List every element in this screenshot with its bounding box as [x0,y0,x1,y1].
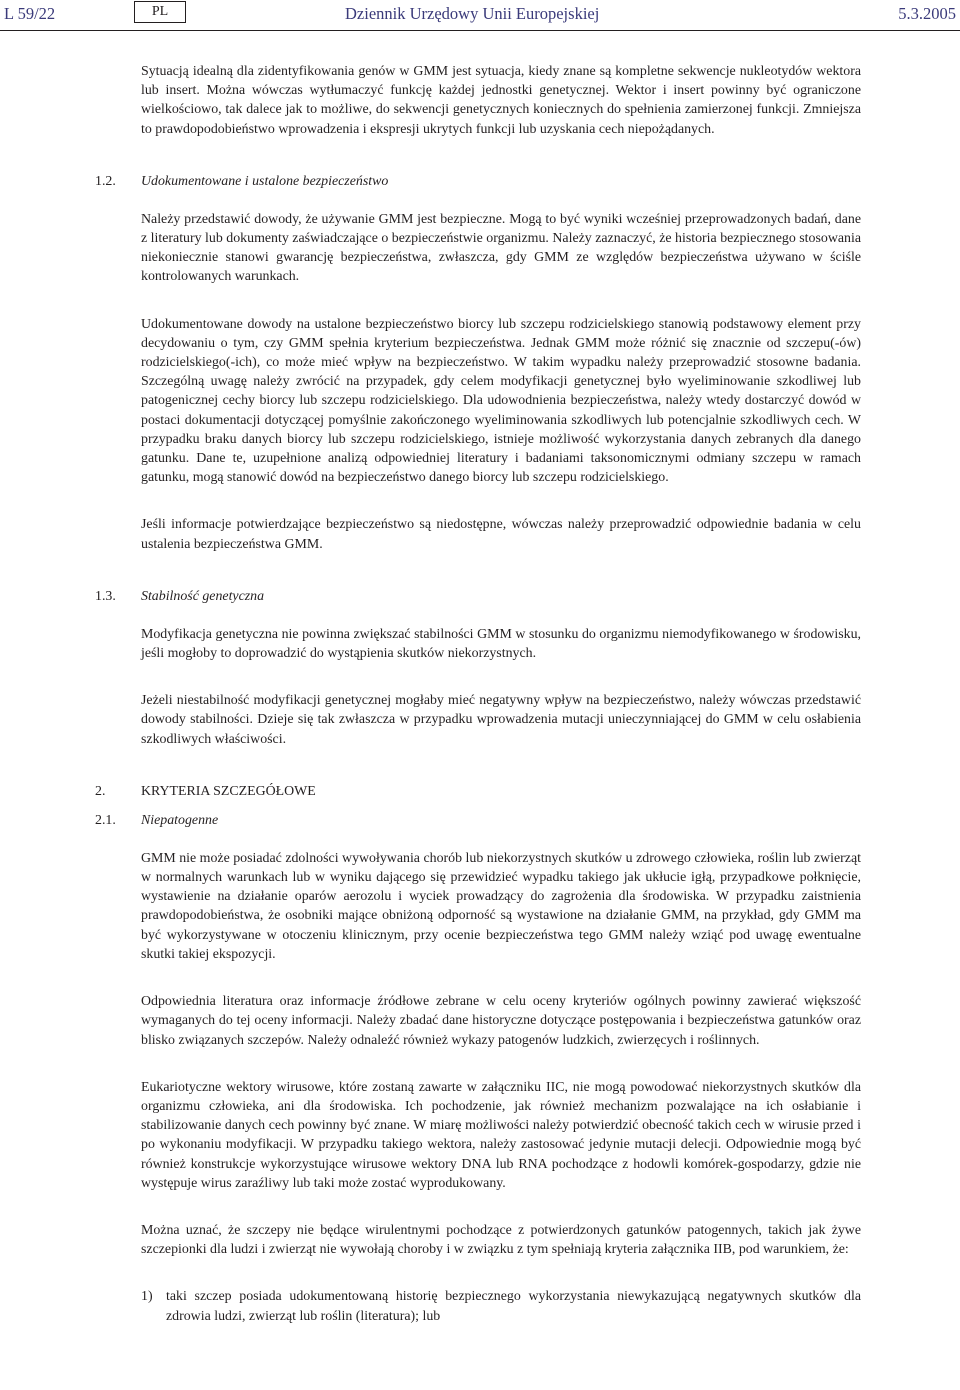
page-reference: L 59/22 [4,4,56,23]
section-number: 1.3. [95,588,116,604]
section-number: 1.2. [95,173,116,189]
language-badge: PL [134,1,186,23]
section-1-3-heading [0,587,960,606]
section-1-2-paragraph-2: Udokumentowane dowody na ustalone bezpieczeństwo biorcy lub szczepu rodzicielskiego stanowią podstawowy element przy decydowaniu o tym, czy GMM spełnia kryterium bezpieczeństwa. Jednak GMM może różnić się znacznie od szczepu(-ów) rodzicielskiego(-ich), co może mieć wpływ na bezpieczeństwo. W takim wypadku należy przeprowadzić stosowne badania. Szczególną uwagę należy zwrócić na przypadek, gdy celem modyfikacji genetycznej było wyeliminowanie szkodliwej lub patogenicznej cechy biorcy lub szczepu rodzicielskiego. Dla udowodnienia bezpieczeństwa, należy wtedy dostarczyć dowód w postaci dokumentacji dotyczącej pomyślnie zakończonego wyeliminowania szkodliwych lub potencjalnie szkodliwych cech. W przypadku braku danych biorcy lub szczepu rodzicielskiego, istnieje możliwość wykorzystania danych zebranych dla danego gatunku. Dane te, uzupełnione analizą odpowiedniej literatury i badaniami taksonomicznymi odmiany szczepu w ramach gatunku, mogą stanowić dowód na bezpieczeństwo danego biorcy lub szczepu rodzicielskiego. [141,316,861,486]
section-1-2-paragraph-1: Należy przedstawić dowody, że używanie GMM jest bezpieczne. Mogą to być wyniki wcześniej przeprowadzonych badań, dane z literatury lub dokumenty zaświadczające o bezpieczeństwie organizmu. Należy zaznaczyć, że historia bezpiecznego stosowania niekoniecznie stanowi gwarancję bezpieczeństwa, zwłaszcza, gdy GMM ze względów bezpieczeństwa używano w ściśle kontrolowanych warunkach. [141,211,861,285]
section-1-3-paragraph-2: Jeżeli niestabilność modyfikacji genetycznej mogłaby mieć negatywny wpływ na bezpieczeństwo, należy wówczas przedstawić dowody stabilności. Dzieje się tak zwłaszcza w przypadku wprowadzenia mutacji unieczynniającej do GMM w celu osłabienia szkodliwych właściwości. [141,693,861,747]
section-2-1-heading [0,811,960,830]
header-divider [0,30,960,31]
section-title: Stabilność genetyczna [141,588,265,604]
section-1-2-heading [0,172,960,191]
document-body [0,62,960,1326]
list-item [0,1287,960,1325]
publication-date: 5.3.2005 [898,4,956,23]
section-2-1-paragraph-3: Eukariotyczne wektory wirusowe, które zostaną zawarte w załączniku IIC, nie mogą powodować niekorzystnych skutków dla organizmu człowieka, ani dla środowiska. Ich pochodzenie, jak również mechanizm pozwalające na ich osłabianie i stabilizowanie danych cech powinny być znane. W miarę możliwości należy potwierdzić obecność takich cech w wirusie przed i po wykonaniu modyfikacji. W przypadku takiego wektora, należy zastosować jedynie mutacji delecji. Odpowiednie mogą być również konstrukcje wykorzystujące wirusowe wektory DNA lub RNA pochodzące z hodowli komórek-gospodarzy, gdzie nie występuje wirus zaraźliwy lub taki może zostać wyprodukowany. [141,1079,861,1191]
list-item-number: 1) [141,1289,153,1305]
section-2-1-paragraph-1: GMM nie może posiadać zdolności wywoływania chorób lub niekorzystnych skutków u zdrowego człowieka, roślin lub zwierząt w normalnych warunkach lub w wyniku dającego się przewidzieć wypadku takiego jak ukłucie igłą, przypadkowe połknięcie, wystawienie na działanie oparów aerozolu i wyciek prowadzący do zagrożenia dla środowiska. W przypadku zaistnienia prawdopodobieństwa, że osobniki mające obniżoną odporność są wystawione na działanie GMM, na przykład, gdy GMM ma być wykorzystywane w otoczeniu klinicznym, przy ocenie bezpieczeństwa tego GMM należy wziąć pod uwagę ewentualne skutki takiej ekspozycji. [141,850,861,962]
section-title: Niepatogenne [141,812,219,828]
section-1-3-paragraph-1: Modyfikacja genetyczna nie powinna zwiększać stabilności GMM w stosunku do organizmu niemodyfikowanego w środowisku, jeśli mogłoby to doprowadzić do wystąpienia skutków niekorzystnych. [141,626,861,662]
section-number: 2.1. [95,812,116,828]
section-1-2-paragraph-3: Jeśli informacje potwierdzające bezpieczeństwo są niedostępne, wówczas należy przeprowadzić odpowiednie badania w celu ustalenia bezpieczeństwa GMM. [141,517,861,552]
intro-paragraph: Sytuacją idealną dla zidentyfikowania genów w GMM jest sytuacja, kiedy znane są kompletne sekwencje nukleotydów wektora lub insert. Można wówczas wytłumaczyć funkcję każdej jednostki genetycznej. Wektor i insert powinny być ograniczone wielkościowo, tak dalece jak to możliwe, do sekwencji genetycznych koniecznych do spełnienia zamierzonej funkcji. Zmniejsza to prawdopodobieństwo wprowadzenia i ekspresji ukrytych funkcji lub uzyskania cech niepożądanych. [141,64,861,137]
journal-title: Dziennik Urzędowy Unii Europejskiej [345,4,600,23]
section-title: Udokumentowane i ustalone bezpieczeństwo [141,173,389,189]
list-item-text: taki szczep posiada udokumentowaną historię bezpiecznego wykorzystania niewykazującą negatywnych skutków dla zdrowia ludzi, zwierząt lub roślin (literatura); lub [166,1289,861,1324]
section-2-1-paragraph-2: Odpowiednia literatura oraz informacje źródłowe zebrane w celu oceny kryteriów ogólnych powinny zawierać większość wymaganych do tej oceny informacji. Należy zbadać dane historyczne dotyczące postępowania i bezpieczeństwa gatunków oraz blisko związanych szczepów. Należy odnaleźć również wykazy patogenów ludzkich, zwierzęcych i roślinnych. [141,994,861,1048]
page-header [0,0,960,30]
section-number: 2. [95,783,106,799]
section-title: KRYTERIA SZCZEGÓŁOWE [141,783,316,799]
section-2-heading [0,782,960,801]
section-2-1-paragraph-4: Można uznać, że szczepy nie będące wirulentnymi pochodzące z potwierdzonych gatunków patogennych, takich jak żywe szczepionki dla ludzi i zwierząt nie wywołają choroby i w związku z tym spełniają kryteria załącznika IIB, pod warunkiem, że: [141,1222,861,1258]
